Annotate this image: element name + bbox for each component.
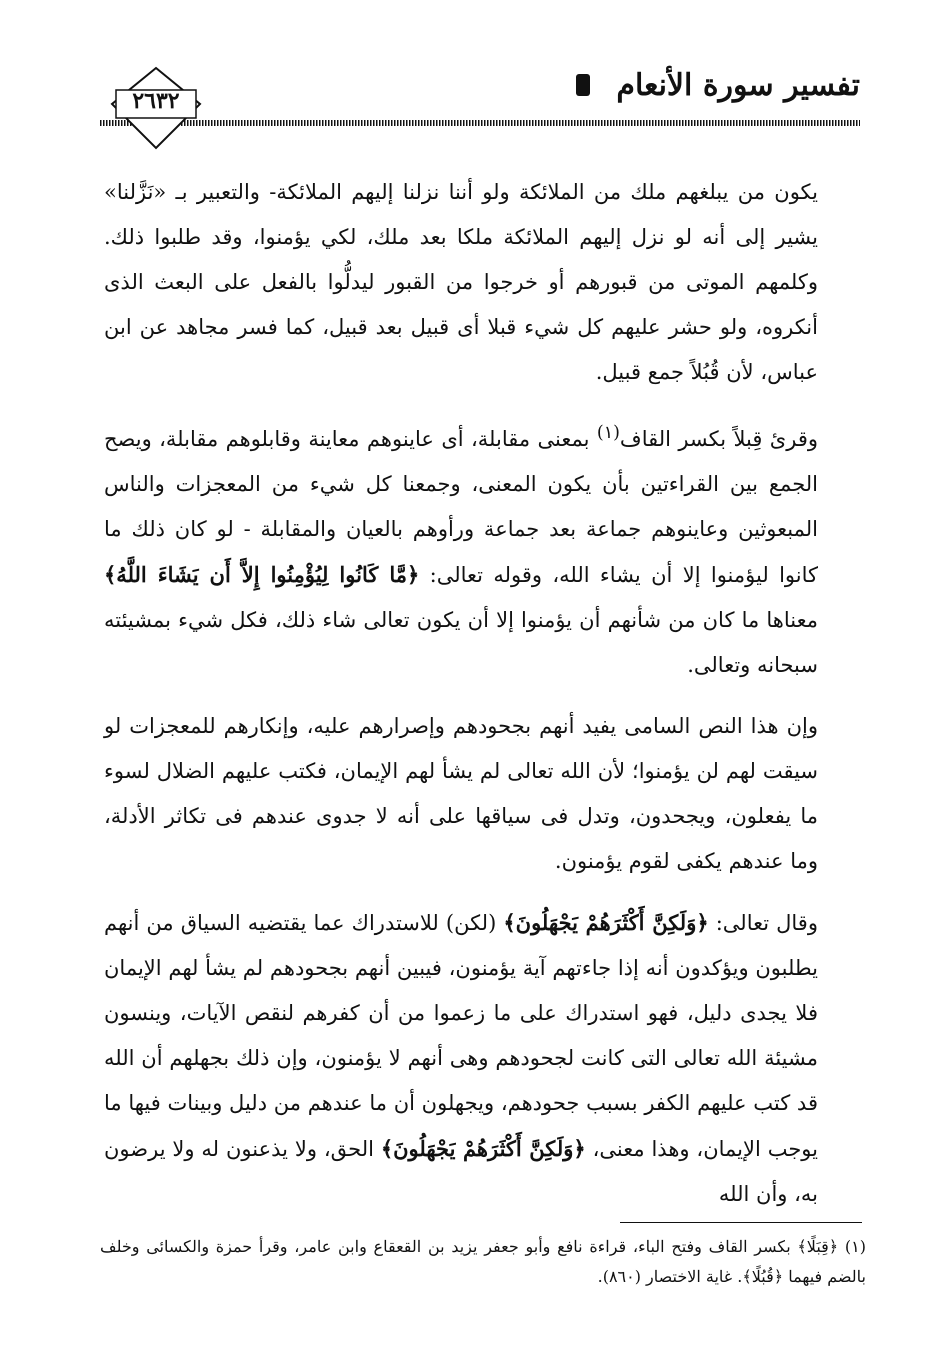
page-number-badge bbox=[108, 64, 204, 154]
paragraph bbox=[104, 411, 818, 688]
paragraph-text: وقرئ قِبلاً بكسر القاف bbox=[619, 427, 819, 451]
footnote-separator bbox=[620, 1222, 862, 1223]
paragraph: يكون من يبلغهم ملك من الملائكة ولو أننا نزلنا إليهم الملائكة- والتعبير بـ «نَزَّلنا» يشير إلى أنه لو نزل إليهم الملائكة ملكا بعد ملك، لكي يؤمنوا، وقد طلبوا ذلك. وكلمهم الموتى من قبورهم أو خرجوا من القبور ليدلُّوا بالفعل على البعث الذى أنكروه، ولو حشر عليهم كل شيء قبلا أى قبيل بعد قبيل، كما فسر مجاهد عن ابن عباس، لأن قُبُلاً جمع قبيل. bbox=[104, 180, 818, 384]
quran-verse: ﴿وَلَكِنَّ أَكْثَرَهُمْ يَجْهَلُونَ﴾ bbox=[503, 910, 709, 935]
paragraph bbox=[104, 900, 818, 1217]
footnote-ref: (١) bbox=[596, 423, 620, 443]
paragraph-text: بمعنى مقابلة، أى عاينوهم معاينة وقابلوهم مقابلة، ويصح الجمع بين القراءتين بأن يكون المعنى، وجمعنا كل شيء من المعجزات والناس المبعوثين وعاينوهم جماعة بعد جماعة ورأوهم بالعيان والمقابلة - لو كان ذلك ما كانوا ليؤمنوا إلا أن يشاء الله، وقوله تعالى: bbox=[104, 427, 818, 587]
running-title: تفسير سورة الأنعام bbox=[616, 68, 860, 103]
page-number: ٢٦٣٢ bbox=[132, 88, 180, 114]
ornament-icon bbox=[576, 74, 590, 96]
page-header bbox=[100, 60, 860, 130]
footnotes bbox=[100, 1232, 866, 1292]
header-rule bbox=[100, 120, 860, 126]
paragraph: وإن هذا النص السامى يفيد أنهم بجحودهم وإصرارهم عليه، وإنكارهم للمعجزات لو سيقت لهم لن يؤمنوا؛ لأن الله تعالى لم يشأ لهم الإيمان، فكتب عليهم الضلال لسوء ما يفعلون، ويجحدون، وتدل فى سياقها على أنه لا جدوى عندهم فى تكاثر الأدلة، وما عندهم يكفى لقوم يؤمنون. bbox=[104, 714, 818, 873]
main-text bbox=[104, 170, 818, 1233]
paragraph-text: وقال تعالى: bbox=[708, 911, 818, 935]
quran-verse: ﴿مَّا كَانُوا لِيُؤْمِنُوا إِلاَّ أَن يَشَاءَ اللَّهُ﴾ bbox=[104, 562, 420, 587]
footnote: (١) ﴿قِبَلًا﴾ بكسر القاف وفتح الباء، قراءة نافع وأبو جعفر يزيد بن القعقاع وابن عامر، وقرأ حمزة والكسائى وخلف بالضم فيهما ﴿قُبُلًا﴾. غاية الاختصار (٨٦٠). bbox=[100, 1237, 866, 1286]
quran-verse: ﴿وَلَكِنَّ أَكْثَرَهُمْ يَجْهَلُونَ﴾ bbox=[380, 1136, 586, 1161]
paragraph-text: معناها ما كان من شأنهم أن يؤمنوا إلا أن يكون تعالى شاء ذلك، فكل شيء بمشيئته سبحانه وتعالى. bbox=[104, 608, 819, 677]
paragraph-text: الحق، ولا يذعنون له ولا يرضون به، وأن الله bbox=[104, 1137, 818, 1206]
paragraph-text: (لكن) للاستدراك عما يقتضيه السياق من أنهم يطلبون ويؤكدون أنه إذا جاءتهم آية يؤمنون، فيبين أنهم بجحودهم لم يشأ لهم الإيمان فلا يجدى دليل، فهو استدراك على ما زعموا من أن كفرهم لنقص الآيات، وينسون مشيئة الله تعالى التى كانت لجحودهم وهى أنهم لا يؤمنون، وإن ذلك بجهلهم أن الله قد كتب عليهم الكفر بسبب جحودهم، ويجهلون أن ما عندهم من دليل وبينات فيها ما يوجب الإيمان، وهذا معنى، bbox=[104, 911, 818, 1161]
